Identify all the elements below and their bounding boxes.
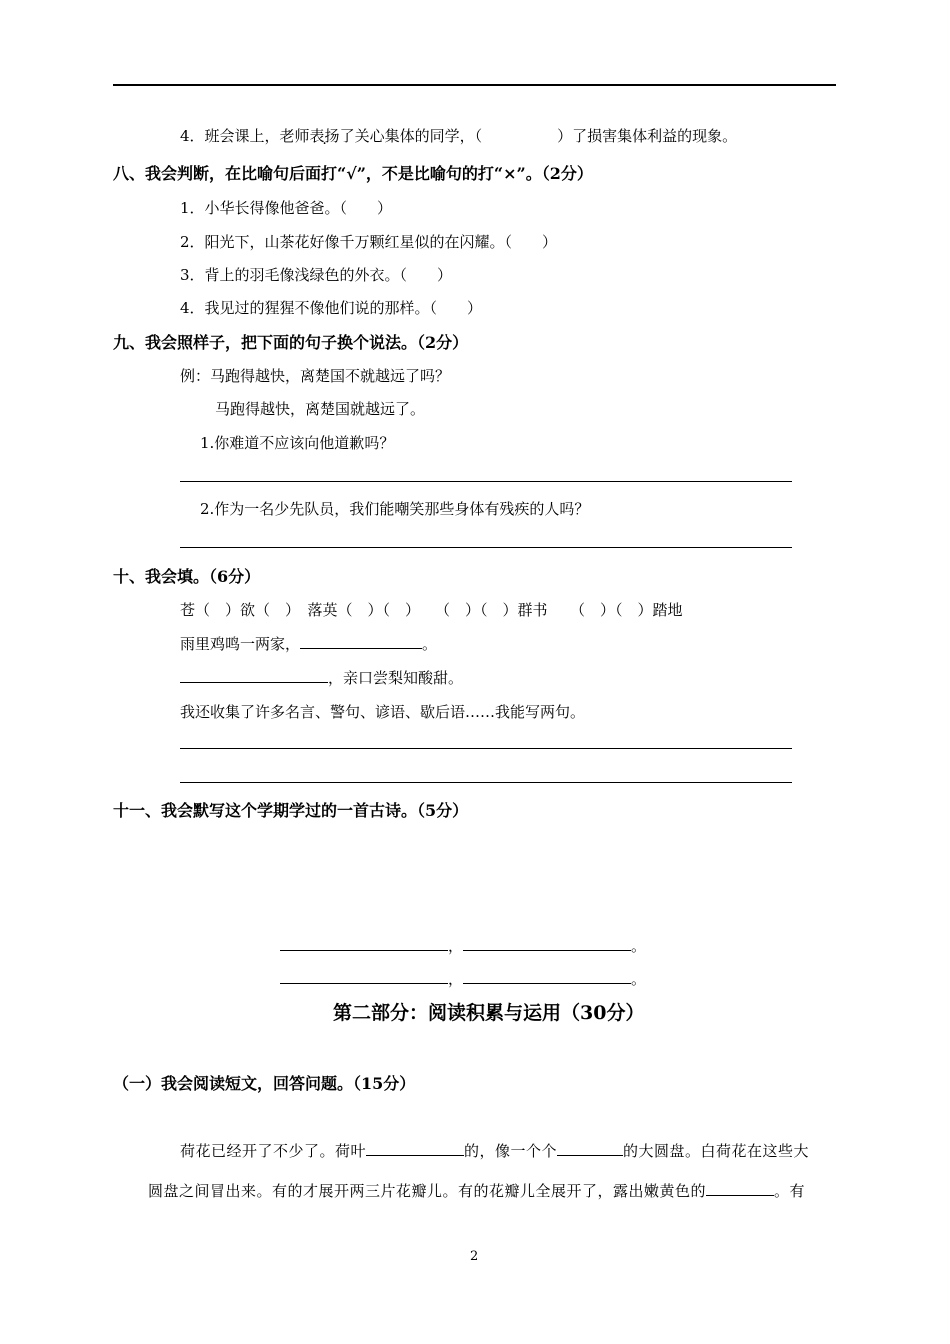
q11-poem-blank-2a[interactable] bbox=[280, 969, 448, 984]
q9-item-1: 1.你难道不应该向他道歉吗？ bbox=[200, 434, 395, 452]
q10-answer-line-2[interactable] bbox=[180, 782, 792, 783]
q10-line-1-pre: 雨里鸡鸣一两家， bbox=[180, 635, 301, 653]
q8-item-3: 3．背上的羽毛像浅绿色的外衣。（ ） bbox=[180, 266, 453, 284]
passage-blank-2[interactable] bbox=[557, 1141, 623, 1156]
q10-line-1 bbox=[180, 633, 437, 654]
q11-title: 十一、我会默写这个学期学过的一首古诗。（5分） bbox=[113, 801, 469, 820]
q11-poem-line-1 bbox=[280, 935, 646, 956]
q8-item-4: 4．我见过的猩猩不像他们说的那样。（ ） bbox=[180, 299, 483, 317]
q10-answer-line-1[interactable] bbox=[180, 748, 792, 749]
q11-comma-2: ， bbox=[448, 970, 464, 988]
q9-example-question: 例：马跑得越快，离楚国不就越远了吗？ bbox=[180, 367, 451, 385]
q10-title: 十、我会填。（6分） bbox=[113, 567, 261, 586]
q11-poem-blank-1a[interactable] bbox=[280, 936, 448, 951]
q10-line-3: 我还收集了许多名言、警句、谚语、歇后语……我能写两句。 bbox=[180, 703, 586, 721]
q7-item-4 bbox=[180, 125, 737, 146]
q8-item-1: 1．小华长得像他爸爸。（ ） bbox=[180, 199, 393, 217]
q7-item-4-dotted: 表扬 bbox=[309, 127, 340, 145]
passage-line-1 bbox=[180, 1140, 809, 1161]
q11-poem-line-2 bbox=[280, 968, 646, 989]
q10-line-2 bbox=[180, 667, 463, 688]
q7-item-4-pre: 4．班会课上，老师 bbox=[180, 127, 310, 145]
passage-blank-3[interactable] bbox=[706, 1181, 774, 1196]
passage-line-1c: 的大圆盘。白荷花在这些大 bbox=[623, 1142, 810, 1160]
passage-line-2a: 圆盘之间冒出来。有的才展开两三片花瓣儿。有的花瓣儿全展开了，露出嫩黄色的 bbox=[148, 1182, 707, 1200]
passage-blank-1[interactable] bbox=[366, 1141, 464, 1156]
q9-title: 九、我会照样子，把下面的句子换个说法。（2分） bbox=[113, 333, 469, 352]
passage-line-1b: 的，像一个个 bbox=[464, 1142, 558, 1160]
q10-line-1-post: 。 bbox=[422, 635, 438, 653]
q11-poem-blank-1b[interactable] bbox=[463, 936, 631, 951]
q10-line-1-blank[interactable] bbox=[300, 634, 422, 649]
q11-period-1: 。 bbox=[631, 937, 647, 955]
q10-line-2-post: ，亲口尝梨知酸甜。 bbox=[328, 669, 464, 687]
part2-section1-title: （一）我会阅读短文，回答问题。（15分） bbox=[113, 1074, 416, 1093]
header-rule bbox=[113, 84, 836, 86]
q10-line-2-blank[interactable] bbox=[180, 668, 328, 683]
passage-line-2 bbox=[148, 1180, 805, 1201]
q10-idioms: 苍（ ）欲（ ） 落英（ ）（ ） （ ）（ ）群书 （ ）（ ）踏地 bbox=[180, 601, 683, 619]
q9-item-2: 2.作为一名少先队员，我们能嘲笑那些身体有残疾的人吗？ bbox=[200, 500, 590, 518]
part2-title: 第二部分：阅读积累与运用（30分） bbox=[333, 1002, 645, 1024]
q8-title: 八、我会判断，在比喻句后面打“√”，不是比喻句的打“×”。（2分） bbox=[113, 164, 593, 183]
q11-period-2: 。 bbox=[631, 970, 647, 988]
q11-poem-blank-2b[interactable] bbox=[463, 969, 631, 984]
passage-line-2b: 。有 bbox=[774, 1182, 806, 1200]
q9-answer-line-2[interactable] bbox=[180, 547, 792, 548]
passage-line-1a: 荷花已经开了不少了。荷叶 bbox=[180, 1142, 367, 1160]
q8-item-2: 2．阳光下，山茶花好像千万颗红星似的在闪耀。（ ） bbox=[180, 233, 558, 251]
page-number: 2 bbox=[470, 1249, 479, 1264]
q9-answer-line-1[interactable] bbox=[180, 481, 792, 482]
q9-example-answer: 马跑得越快，离楚国就越远了。 bbox=[215, 400, 426, 418]
q7-item-4-post: 了关心集体的同学，（ ）了损害集体利益的现象。 bbox=[339, 127, 738, 145]
q11-comma-1: ， bbox=[448, 937, 464, 955]
